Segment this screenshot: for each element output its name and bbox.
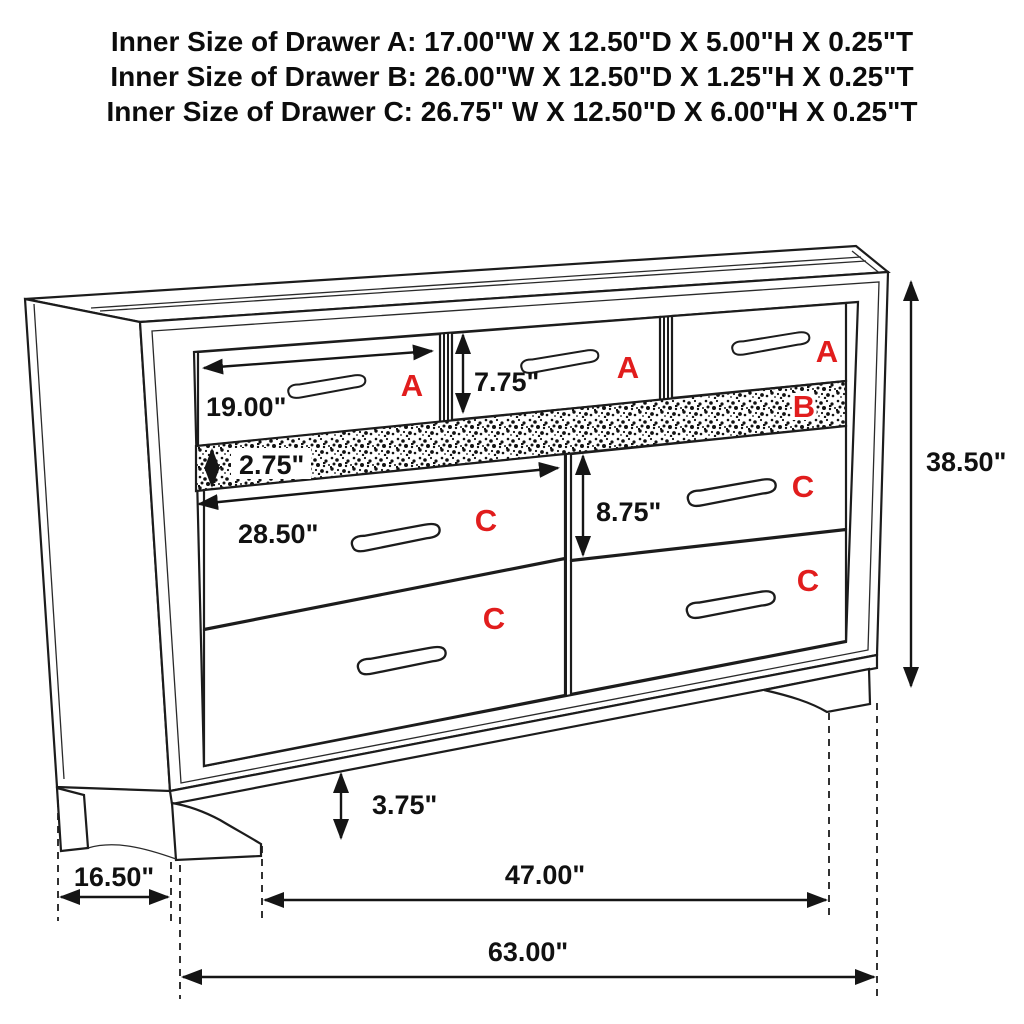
dim-label-inner-span: 47.00" xyxy=(504,860,586,890)
dim-depth xyxy=(61,862,168,897)
spec-line-drawer-a: Inner Size of Drawer A: 17.00"W X 12.50"D X 5.00"H X 0.25"T xyxy=(110,26,914,57)
dim-inner-span xyxy=(265,860,826,900)
drawer-letter-a3: A xyxy=(815,334,839,369)
dresser-drawing xyxy=(25,246,888,860)
drawer-letter-c-right-bottom: C xyxy=(796,563,820,598)
dim-overall-width xyxy=(183,937,874,977)
dresser-left-foot xyxy=(172,803,261,860)
dim-label-leg-height: 3.75" xyxy=(372,790,438,820)
dim-label-overall-height: 38.50" xyxy=(926,447,1007,477)
spec-line-drawer-c: Inner Size of Drawer C: 26.75" W X 12.50"D X 6.00"H X 0.25"T xyxy=(106,96,918,127)
dim-label-drawer-a-height: 7.75" xyxy=(474,367,540,397)
dim-label-overall-width: 63.00" xyxy=(487,937,569,967)
spec-line-drawer-b: Inner Size of Drawer B: 26.00"W X 12.50"D X 1.25"H X 0.25"T xyxy=(110,61,914,92)
drawer-letter-b: B xyxy=(792,389,816,424)
dim-overall-height xyxy=(911,282,1006,686)
drawer-letter-c-left-bottom: C xyxy=(482,601,506,636)
drawer-letter-a2: A xyxy=(616,350,640,385)
dim-label-drawer-a-width: 19.00" xyxy=(206,392,287,422)
drawer-letter-c-left-top: C xyxy=(474,503,498,538)
dim-label-depth: 16.50" xyxy=(73,862,155,892)
drawer-letter-c-right-top: C xyxy=(791,469,815,504)
dim-leg-height xyxy=(341,774,437,838)
drawer-letter-a1: A xyxy=(400,368,424,403)
dim-label-strip-height: 2.75" xyxy=(239,450,305,480)
dim-label-drawer-c-width: 28.50" xyxy=(238,519,319,549)
dim-label-drawer-c-height: 8.75" xyxy=(596,497,662,527)
dresser-back-left-foot xyxy=(57,788,176,859)
